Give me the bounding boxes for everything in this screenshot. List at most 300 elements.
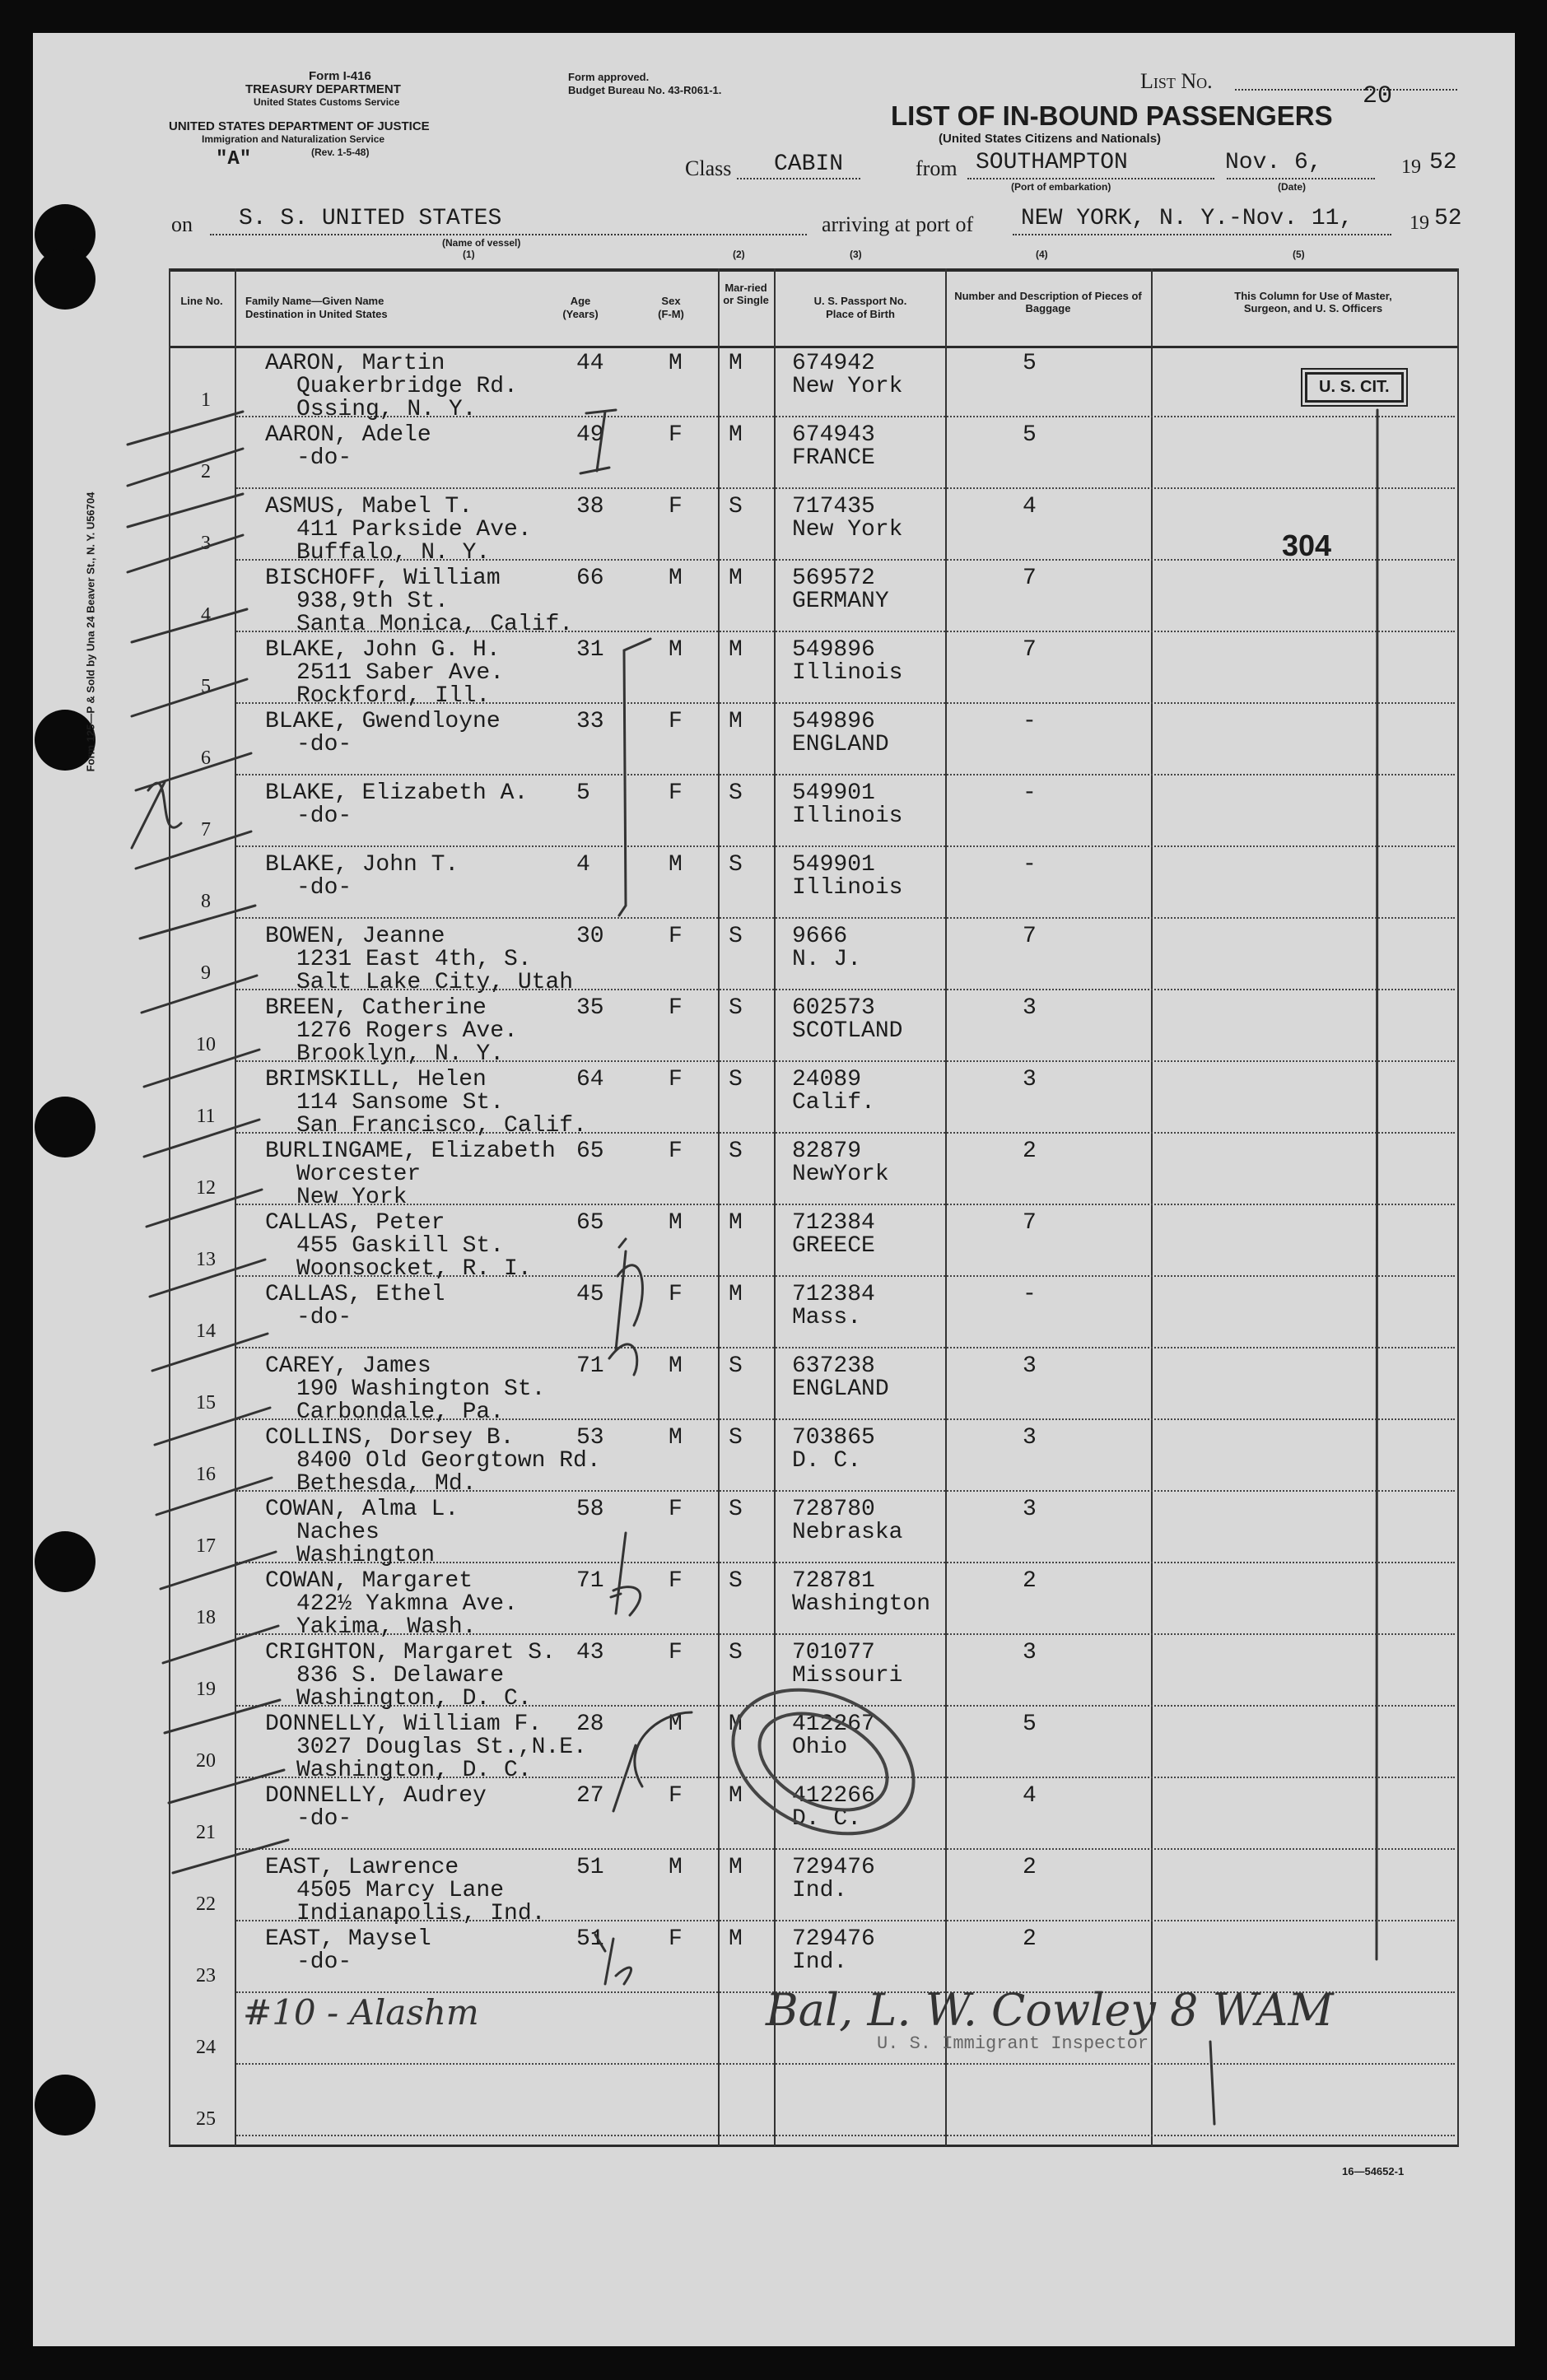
passenger-sex: F: [669, 1067, 683, 1092]
baggage-count: 5: [1023, 422, 1037, 448]
line-number: 13: [196, 1249, 216, 1270]
passenger-sex: F: [669, 422, 683, 448]
passenger-city: Carbondale, Pa.: [296, 1400, 505, 1425]
passenger-address: 1276 Rogers Ave.: [296, 1018, 518, 1044]
place-of-birth: New York: [792, 517, 903, 543]
passenger-age: 71: [576, 1568, 604, 1594]
baggage-count: 7: [1023, 566, 1037, 591]
inspector-title: U. S. Immigrant Inspector: [877, 2033, 1149, 2054]
col-num-3: (3): [850, 249, 862, 260]
passport-number: 569572: [792, 566, 875, 591]
on-label: on: [171, 212, 193, 236]
punch-hole: [35, 2075, 96, 2135]
passenger-name: EAST, Maysel: [265, 1926, 431, 1952]
justice-dept: UNITED STATES DEPARTMENT OF JUSTICE: [169, 119, 430, 133]
baggage-count: 2: [1023, 1568, 1037, 1594]
line-number: 8: [201, 891, 211, 912]
form-code: 16—54652-1: [1342, 2165, 1405, 2177]
passport-number: 9666: [792, 924, 848, 949]
passenger-name: EAST, Lawrence: [265, 1855, 459, 1880]
table-left-border: [169, 268, 170, 2146]
passenger-marital-status: S: [729, 494, 743, 519]
year-prefix: 19: [1401, 156, 1421, 178]
passenger-age: 49: [576, 422, 604, 448]
passenger-city: Yakima, Wash.: [296, 1614, 477, 1640]
line-number: 22: [196, 1893, 216, 1915]
passenger-name: CRIGHTON, Margaret S.: [265, 1640, 556, 1665]
passenger-sex: M: [669, 637, 683, 663]
place-of-birth: ENGLAND: [792, 732, 889, 757]
passenger-age: 5: [576, 780, 590, 806]
passport-number: 728780: [792, 1497, 875, 1522]
row-separator: [236, 1204, 1455, 1205]
passenger-marital-status: M: [729, 566, 743, 591]
passenger-address: -do-: [296, 445, 352, 471]
passenger-age: 64: [576, 1067, 604, 1092]
passport-number: 412266: [792, 1783, 875, 1809]
header-sex: Sex: [661, 295, 681, 307]
place-of-birth: SCOTLAND: [792, 1018, 903, 1044]
baggage-count: 2: [1023, 1139, 1037, 1164]
passenger-sex: F: [669, 780, 683, 806]
passenger-name: DONNELLY, Audrey: [265, 1783, 487, 1809]
place-of-birth: Ind.: [792, 1878, 848, 1903]
punch-hole: [35, 249, 96, 310]
passenger-address: 8400 Old Georgtown Rd.: [296, 1448, 601, 1474]
arrival-port: NEW YORK, N. Y.-Nov. 11,: [1021, 206, 1354, 231]
table-bottom-border: [169, 2145, 1459, 2147]
baggage-count: 4: [1023, 1783, 1037, 1809]
baggage-count: 3: [1023, 1067, 1037, 1092]
treasury-dept: TREASURY DEPARTMENT: [245, 82, 401, 96]
place-of-birth: ENGLAND: [792, 1376, 889, 1402]
passenger-name: COWAN, Margaret: [265, 1568, 473, 1594]
line-number: 9: [201, 962, 211, 984]
passenger-marital-status: S: [729, 852, 743, 878]
passenger-age: 65: [576, 1210, 604, 1236]
table-right-border: [1457, 268, 1459, 2146]
passenger-age: 33: [576, 709, 604, 734]
col-num-2: (2): [733, 249, 745, 260]
passenger-age: 53: [576, 1425, 604, 1451]
line-number: 12: [196, 1177, 216, 1199]
line-number: 21: [196, 1822, 216, 1843]
list-no-dots: [1235, 89, 1457, 91]
line-number: 14: [196, 1320, 216, 1342]
line-number: 18: [196, 1607, 216, 1628]
baggage-count: 2: [1023, 1855, 1037, 1880]
budget-bureau: Budget Bureau No. 43-R061-1.: [568, 84, 722, 96]
passenger-city: Rockford, Ill.: [296, 683, 491, 709]
list-no-label: List No.: [1140, 69, 1213, 93]
passenger-city: Brooklyn, N. Y.: [296, 1041, 505, 1067]
header-age: Age: [570, 295, 591, 307]
list-title: LIST OF IN-BOUND PASSENGERS: [891, 100, 1333, 131]
col-sep: [774, 268, 776, 2146]
passenger-marital-status: M: [729, 1926, 743, 1952]
place-of-birth: Calif.: [792, 1090, 875, 1115]
passenger-sex: M: [669, 1712, 683, 1737]
passenger-marital-status: M: [729, 709, 743, 734]
form-number: Form I-416: [309, 69, 371, 83]
line-number: 4: [201, 604, 211, 626]
line-number: 19: [196, 1679, 216, 1700]
passport-number: 717435: [792, 494, 875, 519]
line-number: 2: [201, 461, 211, 482]
passenger-name: AARON, Martin: [265, 351, 445, 376]
baggage-count: 7: [1023, 1210, 1037, 1236]
line-number: 23: [196, 1965, 216, 1986]
passport-number: 729476: [792, 1855, 875, 1880]
passenger-marital-status: S: [729, 995, 743, 1021]
passenger-address: -do-: [296, 875, 352, 901]
passport-number: 549901: [792, 780, 875, 806]
line-number: 16: [196, 1464, 216, 1485]
row-separator: [236, 2135, 1455, 2136]
col-sep: [235, 268, 236, 2146]
header-age-years: (Years): [562, 308, 599, 320]
port-dots: [967, 178, 1214, 179]
col-sep: [945, 268, 947, 2146]
class-label: Class: [685, 156, 732, 180]
row-separator: [236, 845, 1455, 847]
header-officer-use: This Column for Use of Master, Surgeon, and U. S. Officers: [1234, 290, 1392, 314]
passport-number: 712384: [792, 1210, 875, 1236]
vessel-name: S. S. UNITED STATES: [239, 206, 502, 231]
passenger-name: CALLAS, Ethel: [265, 1282, 445, 1307]
passenger-address: 938,9th St.: [296, 589, 449, 614]
passenger-name: CAREY, James: [265, 1353, 431, 1379]
passenger-name: ASMUS, Mabel T.: [265, 494, 473, 519]
baggage-count: 3: [1023, 1425, 1037, 1451]
punch-hole: [35, 1097, 96, 1157]
passenger-marital-status: M: [729, 1783, 743, 1809]
col-num-1: (1): [463, 249, 475, 260]
header-birthplace: Place of Birth: [826, 308, 895, 320]
baggage-count: 5: [1023, 351, 1037, 376]
baggage-count: 7: [1023, 637, 1037, 663]
col-sep: [718, 268, 720, 2146]
place-of-birth: Washington: [792, 1591, 931, 1617]
list-no: 20: [1363, 82, 1393, 110]
passenger-name: AARON, Adele: [265, 422, 431, 448]
passenger-sex: F: [669, 1926, 683, 1952]
passenger-age: 51: [576, 1855, 604, 1880]
line-number: 11: [196, 1106, 216, 1127]
passenger-marital-status: S: [729, 1640, 743, 1665]
header-sex-fm: (F-M): [658, 308, 684, 320]
port-embarkation: SOUTHAMPTON: [976, 150, 1128, 175]
place-of-birth: N. J.: [792, 947, 862, 972]
passenger-city: San Francisco, Calif.: [296, 1113, 587, 1139]
date-dots: [1227, 178, 1375, 179]
passenger-age: 51: [576, 1926, 604, 1952]
passenger-sex: F: [669, 494, 683, 519]
passenger-age: 43: [576, 1640, 604, 1665]
line-number: 1: [201, 389, 211, 411]
header-married: Mar-ried or Single: [723, 282, 769, 306]
passenger-sex: F: [669, 1282, 683, 1307]
ins-service: Immigration and Naturalization Service: [202, 133, 385, 145]
place-of-birth: GERMANY: [792, 589, 889, 614]
port-caption: (Port of embarkation): [1011, 181, 1111, 193]
arrival-dots: [1013, 234, 1391, 235]
passport-number: 703865: [792, 1425, 875, 1451]
passport-number: 712384: [792, 1282, 875, 1307]
col-num-5: (5): [1293, 249, 1305, 260]
passenger-sex: F: [669, 1783, 683, 1809]
passenger-sex: M: [669, 1353, 683, 1379]
vessel-caption: (Name of vessel): [442, 237, 521, 249]
header-destination: Destination in United States: [245, 308, 388, 320]
passenger-address: 2511 Saber Ave.: [296, 660, 505, 686]
passenger-marital-status: S: [729, 1067, 743, 1092]
passenger-sex: M: [669, 1855, 683, 1880]
passenger-age: 44: [576, 351, 604, 376]
row-separator: [236, 774, 1455, 775]
passenger-marital-status: S: [729, 1568, 743, 1594]
passenger-address: 114 Sansome St.: [296, 1090, 505, 1115]
passenger-age: 35: [576, 995, 604, 1021]
baggage-count: 3: [1023, 1640, 1037, 1665]
passenger-name: CALLAS, Peter: [265, 1210, 445, 1236]
passenger-name: DONNELLY, William F.: [265, 1712, 543, 1737]
passenger-age: 65: [576, 1139, 604, 1164]
place-of-birth: Illinois: [792, 803, 903, 829]
passenger-sex: M: [669, 1210, 683, 1236]
passport-number: 82879: [792, 1139, 862, 1164]
us-cit-stamp: U. S. CIT.: [1305, 372, 1404, 403]
passenger-city: Buffalo, N. Y.: [296, 540, 491, 566]
place-of-birth: Nebraska: [792, 1520, 903, 1545]
place-of-birth: New York: [792, 374, 903, 399]
passenger-address: 455 Gaskill St.: [296, 1233, 505, 1259]
passenger-sex: F: [669, 924, 683, 949]
passenger-city: Indianapolis, Ind.: [296, 1901, 546, 1926]
passport-number: 637238: [792, 1353, 875, 1379]
passport-number: 412267: [792, 1712, 875, 1737]
passenger-marital-status: M: [729, 637, 743, 663]
col-num-4: (4): [1036, 249, 1048, 260]
passenger-name: BLAKE, John G. H.: [265, 637, 501, 663]
line-number: 24: [196, 2037, 216, 2058]
passenger-address: -do-: [296, 1949, 352, 1975]
passenger-age: 71: [576, 1353, 604, 1379]
baggage-count: 3: [1023, 1353, 1037, 1379]
line-number: 10: [196, 1034, 216, 1055]
row-separator: [236, 1848, 1455, 1850]
arrival-year: 52: [1434, 206, 1462, 231]
table-top-border: [169, 268, 1459, 272]
row-separator: [236, 917, 1455, 919]
passport-number: 728781: [792, 1568, 875, 1594]
place-of-birth: D. C.: [792, 1448, 862, 1474]
place-of-birth: NewYork: [792, 1162, 889, 1187]
baggage-count: 5: [1023, 1712, 1037, 1737]
baggage-count: 3: [1023, 1497, 1037, 1522]
passenger-city: Washington, D. C.: [296, 1686, 532, 1712]
baggage-count: 3: [1023, 995, 1037, 1021]
passenger-marital-status: M: [729, 1855, 743, 1880]
handwritten-note-left: #10 - Alashm: [243, 1992, 479, 2033]
passenger-marital-status: S: [729, 1353, 743, 1379]
passenger-marital-status: M: [729, 422, 743, 448]
passenger-name: BLAKE, Elizabeth A.: [265, 780, 529, 806]
line-number: 15: [196, 1392, 216, 1414]
passport-number: 24089: [792, 1067, 862, 1092]
baggage-count: 4: [1023, 494, 1037, 519]
place-of-birth: Mass.: [792, 1305, 862, 1330]
passenger-sex: M: [669, 351, 683, 376]
passenger-age: 27: [576, 1783, 604, 1809]
header-baggage: Number and Description of Pieces of Baggage: [954, 290, 1142, 314]
passenger-address: Quakerbridge Rd.: [296, 374, 518, 399]
header-line-no: Line No.: [180, 295, 223, 307]
passenger-address: -do-: [296, 732, 352, 757]
passenger-sex: F: [669, 1640, 683, 1665]
passport-number: 701077: [792, 1640, 875, 1665]
class-code: "A": [216, 148, 252, 170]
place-of-birth: Ind.: [792, 1949, 848, 1975]
row-separator: [236, 1347, 1455, 1348]
passenger-marital-status: S: [729, 924, 743, 949]
passport-number: 549901: [792, 852, 875, 878]
arrival-year-prefix: 19: [1410, 212, 1429, 234]
passenger-address: 3027 Douglas St.,N.E.: [296, 1735, 587, 1760]
passport-number: 602573: [792, 995, 875, 1021]
passenger-marital-status: S: [729, 1425, 743, 1451]
passport-number: 549896: [792, 637, 875, 663]
line-number: 25: [196, 2108, 216, 2130]
revision: (Rev. 1-5-48): [311, 147, 370, 158]
passenger-address: 836 S. Delaware: [296, 1663, 505, 1688]
line-number: 17: [196, 1535, 216, 1557]
place-of-birth: Illinois: [792, 875, 903, 901]
passenger-age: 58: [576, 1497, 604, 1522]
punch-hole: [35, 1531, 96, 1592]
line-number: 5: [201, 676, 211, 697]
passport-number: 674942: [792, 351, 875, 376]
row-separator: [236, 487, 1455, 489]
baggage-count: 7: [1023, 924, 1037, 949]
passenger-sex: M: [669, 566, 683, 591]
line-number: 3: [201, 533, 211, 554]
passenger-age: 28: [576, 1712, 604, 1737]
passenger-address: -do-: [296, 1305, 352, 1330]
vessel-dots: [210, 234, 807, 235]
col-sep: [1151, 268, 1153, 2146]
passenger-marital-status: M: [729, 351, 743, 376]
place-of-birth: FRANCE: [792, 445, 875, 471]
passenger-address: 1231 East 4th, S.: [296, 947, 532, 972]
passenger-city: Washington, D. C.: [296, 1758, 532, 1783]
passenger-age: 66: [576, 566, 604, 591]
baggage-count: -: [1023, 709, 1037, 734]
header-bottom-border: [169, 346, 1459, 348]
passenger-marital-status: S: [729, 1139, 743, 1164]
handwritten-inspector-signature: Bal, L. W. Cowley 8 WAM: [766, 1984, 1334, 2036]
passenger-name: BREEN, Catherine: [265, 995, 487, 1021]
place-of-birth: Ohio: [792, 1735, 848, 1760]
passenger-city: Salt Lake City, Utah: [296, 970, 574, 995]
passenger-age: 45: [576, 1282, 604, 1307]
passenger-age: 4: [576, 852, 590, 878]
passenger-address: -do-: [296, 1806, 352, 1832]
class-dots: [737, 178, 860, 179]
passenger-sex: F: [669, 1497, 683, 1522]
passenger-city: Santa Monica, Calif.: [296, 612, 574, 637]
place-of-birth: Missouri: [792, 1663, 903, 1688]
line-number: 6: [201, 748, 211, 769]
departure-year: 52: [1429, 150, 1457, 175]
header-name: Family Name—Given Name: [245, 295, 384, 307]
header-passport: U. S. Passport No.: [813, 295, 907, 307]
passenger-name: COLLINS, Dorsey B.: [265, 1425, 515, 1451]
line-number: 20: [196, 1750, 216, 1772]
passenger-name: BLAKE, John T.: [265, 852, 459, 878]
passenger-marital-status: M: [729, 1282, 743, 1307]
passenger-sex: F: [669, 1139, 683, 1164]
passport-number: 729476: [792, 1926, 875, 1952]
arriving-label: arriving at port of: [822, 212, 974, 236]
passenger-sex: F: [669, 995, 683, 1021]
passenger-marital-status: M: [729, 1712, 743, 1737]
form-approved: Form approved.: [568, 71, 650, 83]
passport-number: 549896: [792, 709, 875, 734]
passenger-city: New York: [296, 1185, 408, 1210]
passenger-city: Woonsocket, R. I.: [296, 1256, 532, 1282]
passport-number: 674943: [792, 422, 875, 448]
passenger-age: 38: [576, 494, 604, 519]
passenger-address: Worcester: [296, 1162, 422, 1187]
passenger-address: 4505 Marcy Lane: [296, 1878, 505, 1903]
page-number-stamp: 304: [1282, 529, 1332, 562]
date-caption: (Date): [1278, 181, 1307, 193]
baggage-count: -: [1023, 852, 1037, 878]
line-number: 7: [201, 819, 211, 841]
passenger-name: BRIMSKILL, Helen: [265, 1067, 487, 1092]
passenger-sex: F: [669, 1568, 683, 1594]
passenger-name: COWAN, Alma L.: [265, 1497, 459, 1522]
place-of-birth: D. C.: [792, 1806, 862, 1832]
passenger-address: -do-: [296, 803, 352, 829]
passenger-name: BOWEN, Jeanne: [265, 924, 445, 949]
passenger-city: Washington: [296, 1543, 436, 1568]
departure-date: Nov. 6,: [1225, 150, 1322, 175]
passenger-address: 422½ Yakmna Ave.: [296, 1591, 518, 1617]
passenger-name: BURLINGAME, Elizabeth: [265, 1139, 556, 1164]
passenger-age: 30: [576, 924, 604, 949]
passenger-sex: M: [669, 1425, 683, 1451]
passenger-sex: F: [669, 709, 683, 734]
row-separator: [236, 2063, 1455, 2065]
passenger-marital-status: S: [729, 1497, 743, 1522]
customs-service: United States Customs Service: [254, 96, 400, 108]
baggage-count: -: [1023, 780, 1037, 806]
place-of-birth: GREECE: [792, 1233, 875, 1259]
baggage-count: 2: [1023, 1926, 1037, 1952]
place-of-birth: Illinois: [792, 660, 903, 686]
list-subtitle: (United States Citizens and Nationals): [939, 132, 1162, 146]
side-print: Form 125—P & Sold by Una 24 Beaver St., N. Y. U56704: [84, 491, 97, 772]
passenger-city: Bethesda, Md.: [296, 1471, 477, 1497]
passenger-marital-status: M: [729, 1210, 743, 1236]
passenger-sex: M: [669, 852, 683, 878]
passenger-city: Ossing, N. Y.: [296, 397, 477, 422]
from-label: from: [916, 156, 958, 180]
passenger-name: BISCHOFF, William: [265, 566, 501, 591]
class-value: CABIN: [774, 151, 844, 177]
